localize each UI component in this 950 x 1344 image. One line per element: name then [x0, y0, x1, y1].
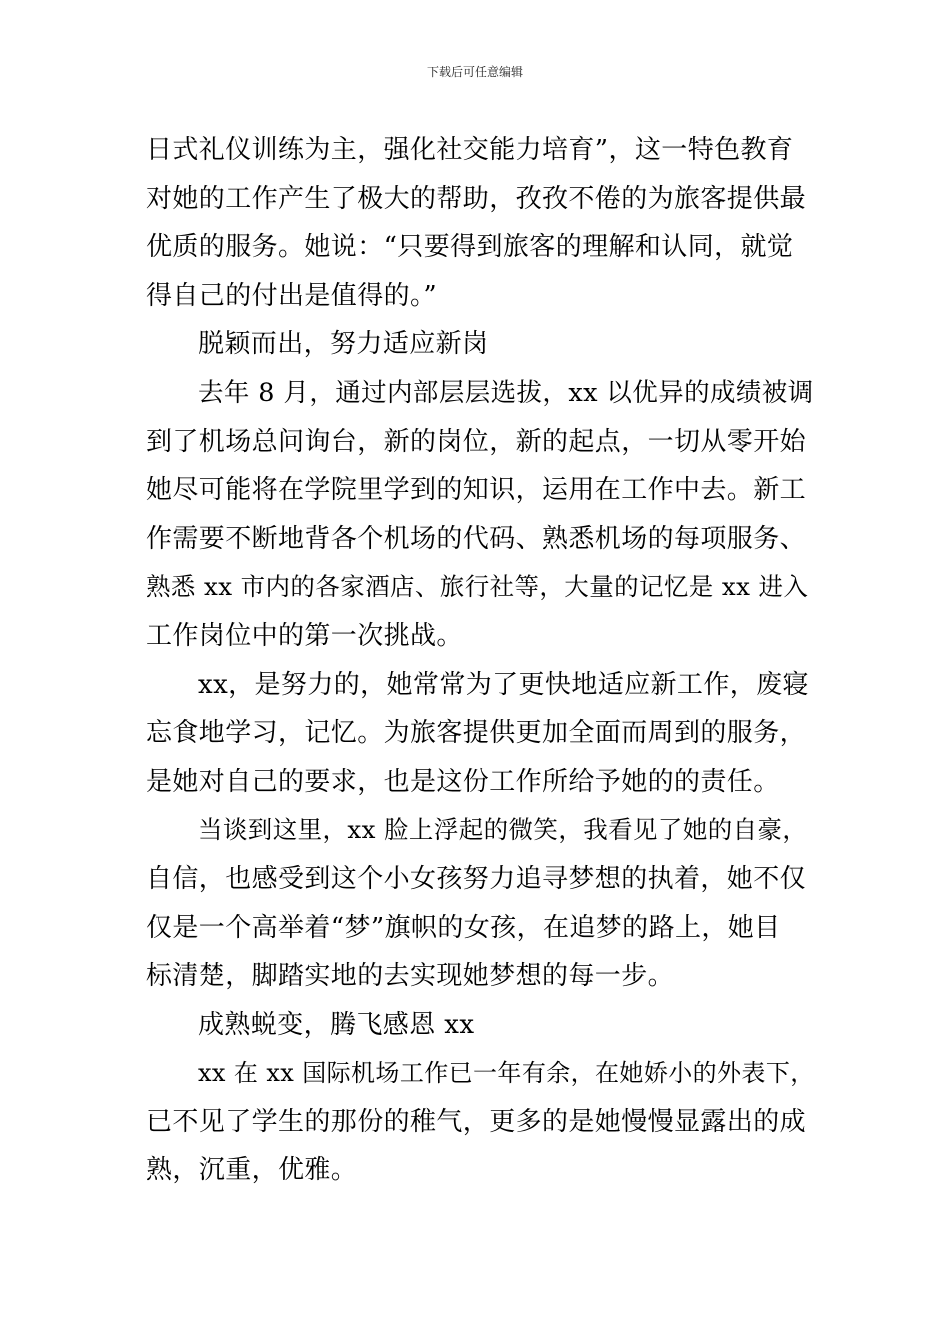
page-header: 下载后可任意编辑: [426, 65, 523, 79]
text-line: xx 在 xx 国际机场工作已一年有余，在她娇小的外表下，: [198, 1059, 815, 1088]
text-line: 到了机场总问询台，新的岗位，新的起点，一切从零开始: [146, 426, 807, 457]
text-line: 忘食地学习，记忆。为旅客提供更加全面而周到的服务，: [146, 718, 807, 749]
text-line: 熟悉 xx 市内的各家酒店、旅行社等，大量的记忆是 xx 进入: [146, 572, 809, 602]
text-line: 对她的工作产生了极大的帮助，孜孜不倦的为旅客提供最: [146, 183, 807, 214]
text-line: 日式礼仪训练为主，强化社交能力培育”，这一特色教育: [146, 135, 794, 165]
text-line: 工作岗位中的第一次挑战。: [146, 620, 463, 651]
text-line: 去年 8 月，通过内部层层选拔，xx 以优异的成绩被调: [198, 377, 814, 408]
text-line: 熟，沉重，优雅。: [146, 1155, 358, 1186]
text-line: 得自己的付出是值得的。”: [146, 280, 438, 311]
text-line: 她尽可能将在学院里学到的知识，运用在工作中去。新工: [146, 475, 807, 506]
text-line: 自信，也感受到这个小女孩努力追寻梦想的执着，她不仅: [146, 863, 807, 894]
text-line: 仅是一个高举着“梦”旗帜的女孩，在追梦的路上，她目: [146, 912, 781, 943]
text-line: 已不见了学生的那份的稚气，更多的是她慢慢显露出的成: [146, 1106, 807, 1137]
text-line: 当谈到这里，xx 脸上浮起的微笑，我看见了她的自豪，: [198, 815, 808, 845]
text-line: 作需要不断地背各个机场的代码、熟悉机场的每项服务、: [146, 523, 807, 554]
text-line: 优质的服务。她说：“只要得到旅客的理解和认同，就觉: [146, 232, 794, 263]
text-line: 是她对自己的要求，也是这份工作所给予她的的责任。: [146, 766, 780, 797]
text-line: 标清楚，脚踏实地的去实现她梦想的每一步。: [146, 961, 675, 992]
section-heading: 脱颖而出，努力适应新岗: [198, 329, 489, 360]
text-line: xx，是努力的，她常常为了更快地适应新工作，废寝: [198, 669, 809, 700]
document-body: [146, 126, 816, 1195]
section-heading: 成熟蜕变，腾飞感恩 xx: [198, 1009, 475, 1040]
